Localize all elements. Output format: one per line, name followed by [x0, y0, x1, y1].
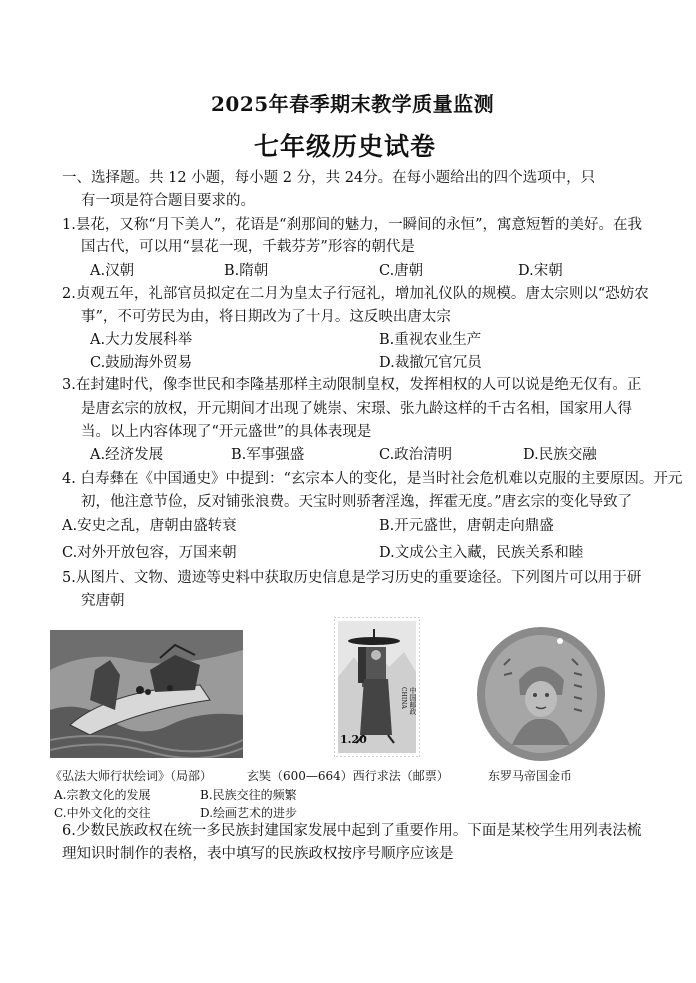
- q5-option-d[interactable]: D.绘画艺术的进步: [200, 806, 298, 820]
- q2-option-a[interactable]: A.大力发展科举: [90, 332, 193, 348]
- q5-stem-line1: 5.从图片、文物、遗迹等史料中获取历史信息是学习历史的重要途径。下列图片可以用于研: [62, 570, 642, 586]
- q2-option-d[interactable]: D.裁撤冗官冗员: [379, 355, 482, 371]
- q5-stem-line2: 究唐朝: [81, 593, 125, 609]
- q2-option-c[interactable]: C.鼓励海外贸易: [90, 355, 193, 371]
- xuanzang-stamp-image: [334, 617, 420, 757]
- q3-option-c[interactable]: C.政治清明: [379, 447, 453, 463]
- q3-option-d[interactable]: D.民族交融: [523, 447, 597, 463]
- q6-stem-line1: 6.少数民族政权在统一多民族封建国家发展中起到了重要作用。下面是某校学生用列表法梳: [62, 823, 642, 839]
- section-instruction-line1: 一、选择题。共 12 小题，每小题 2 分，共 24分。在每小题给出的四个选项中，只: [62, 170, 596, 186]
- q4-stem-line2: 初，他注意节俭，反对铺张浪费。天宝时则骄奢淫逸，挥霍无度。”唐玄宗的变化导致了: [81, 494, 633, 510]
- q4-stem-line1: 4. 白寿彝在《中国通史》中提到：“玄宗本人的变化，是当时社会危机难以克服的主要原因。开元: [62, 471, 683, 487]
- stamp-postal-text: 中国邮政: [409, 687, 417, 715]
- q1-option-c[interactable]: C.唐朝: [379, 263, 424, 279]
- q1-stem-line2: 国古代，可以用“昙花一现，千载芬芳”形容的朝代是: [81, 239, 415, 255]
- exam-title: 2025年春季期末教学质量监测: [211, 92, 495, 116]
- q4-option-a[interactable]: A.安史之乱，唐朝由盛转衰: [62, 518, 237, 534]
- caption-coin: 东罗马帝国金币: [488, 769, 573, 783]
- q5-option-c[interactable]: C.中外文化的交往: [54, 806, 151, 820]
- q3-stem-line1: 3.在封建时代，像李世民和李隆基那样主动限制皇权，发挥相权的人可以说是绝无仅有。正: [62, 377, 642, 393]
- caption-painting: 《弘法大师行状绘词》（局部）: [50, 769, 213, 783]
- q4-option-c[interactable]: C.对外开放包容，万国来朝: [62, 545, 237, 561]
- byzantine-coin-image: [474, 625, 609, 763]
- q2-stem-line2: 事”，不可劳民为由，将日期改为了十月。这反映出唐太宗: [81, 309, 451, 325]
- q1-stem-line1: 1.昙花，又称“月下美人”，花语是“刹那间的魅力，一瞬间的永恒”，寓意短暂的美好。在我: [62, 217, 642, 233]
- q5-option-b[interactable]: B.民族交往的频繁: [200, 788, 297, 802]
- q3-stem-line2: 是唐玄宗的放权，开元期间才出现了姚崇、宋璟、张九龄这样的千古名相，国家用人得: [81, 401, 632, 417]
- section-instruction-line2: 有一项是符合题目要求的。: [81, 193, 255, 209]
- painting-image: [50, 630, 243, 758]
- stamp-country-text: CHINA: [400, 687, 407, 709]
- q3-option-a[interactable]: A.经济发展: [90, 447, 164, 463]
- q2-option-b[interactable]: B.重视农业生产: [379, 332, 482, 348]
- q3-stem-line3: 当。以上内容体现了“开元盛世”的具体表现是: [81, 424, 372, 440]
- q3-option-b[interactable]: B.军事强盛: [231, 447, 305, 463]
- q4-option-d[interactable]: D.文成公主入藏，民族关系和睦: [379, 545, 584, 561]
- q1-option-b[interactable]: B.隋朝: [224, 263, 269, 279]
- caption-stamp: 玄奘（600—664）西行求法（邮票）: [247, 769, 449, 783]
- q4-option-b[interactable]: B.开元盛世，唐朝走向鼎盛: [379, 518, 554, 534]
- stamp-value: 1.20: [340, 733, 367, 746]
- q5-option-a[interactable]: A.宗教文化的发展: [54, 788, 151, 802]
- q6-stem-line2: 理知识时制作的表格，表中填写的民族政权按序号顺序应该是: [62, 846, 454, 862]
- q1-option-a[interactable]: A.汉朝: [90, 263, 135, 279]
- q2-stem-line1: 2.贞观五年，礼部官员拟定在二月为皇太子行冠礼，增加礼仪队的规模。唐太宗则以“恐妨农: [62, 286, 649, 302]
- q1-option-d[interactable]: D.宋朝: [518, 263, 563, 279]
- exam-subtitle: 七年级历史试卷: [254, 132, 437, 161]
